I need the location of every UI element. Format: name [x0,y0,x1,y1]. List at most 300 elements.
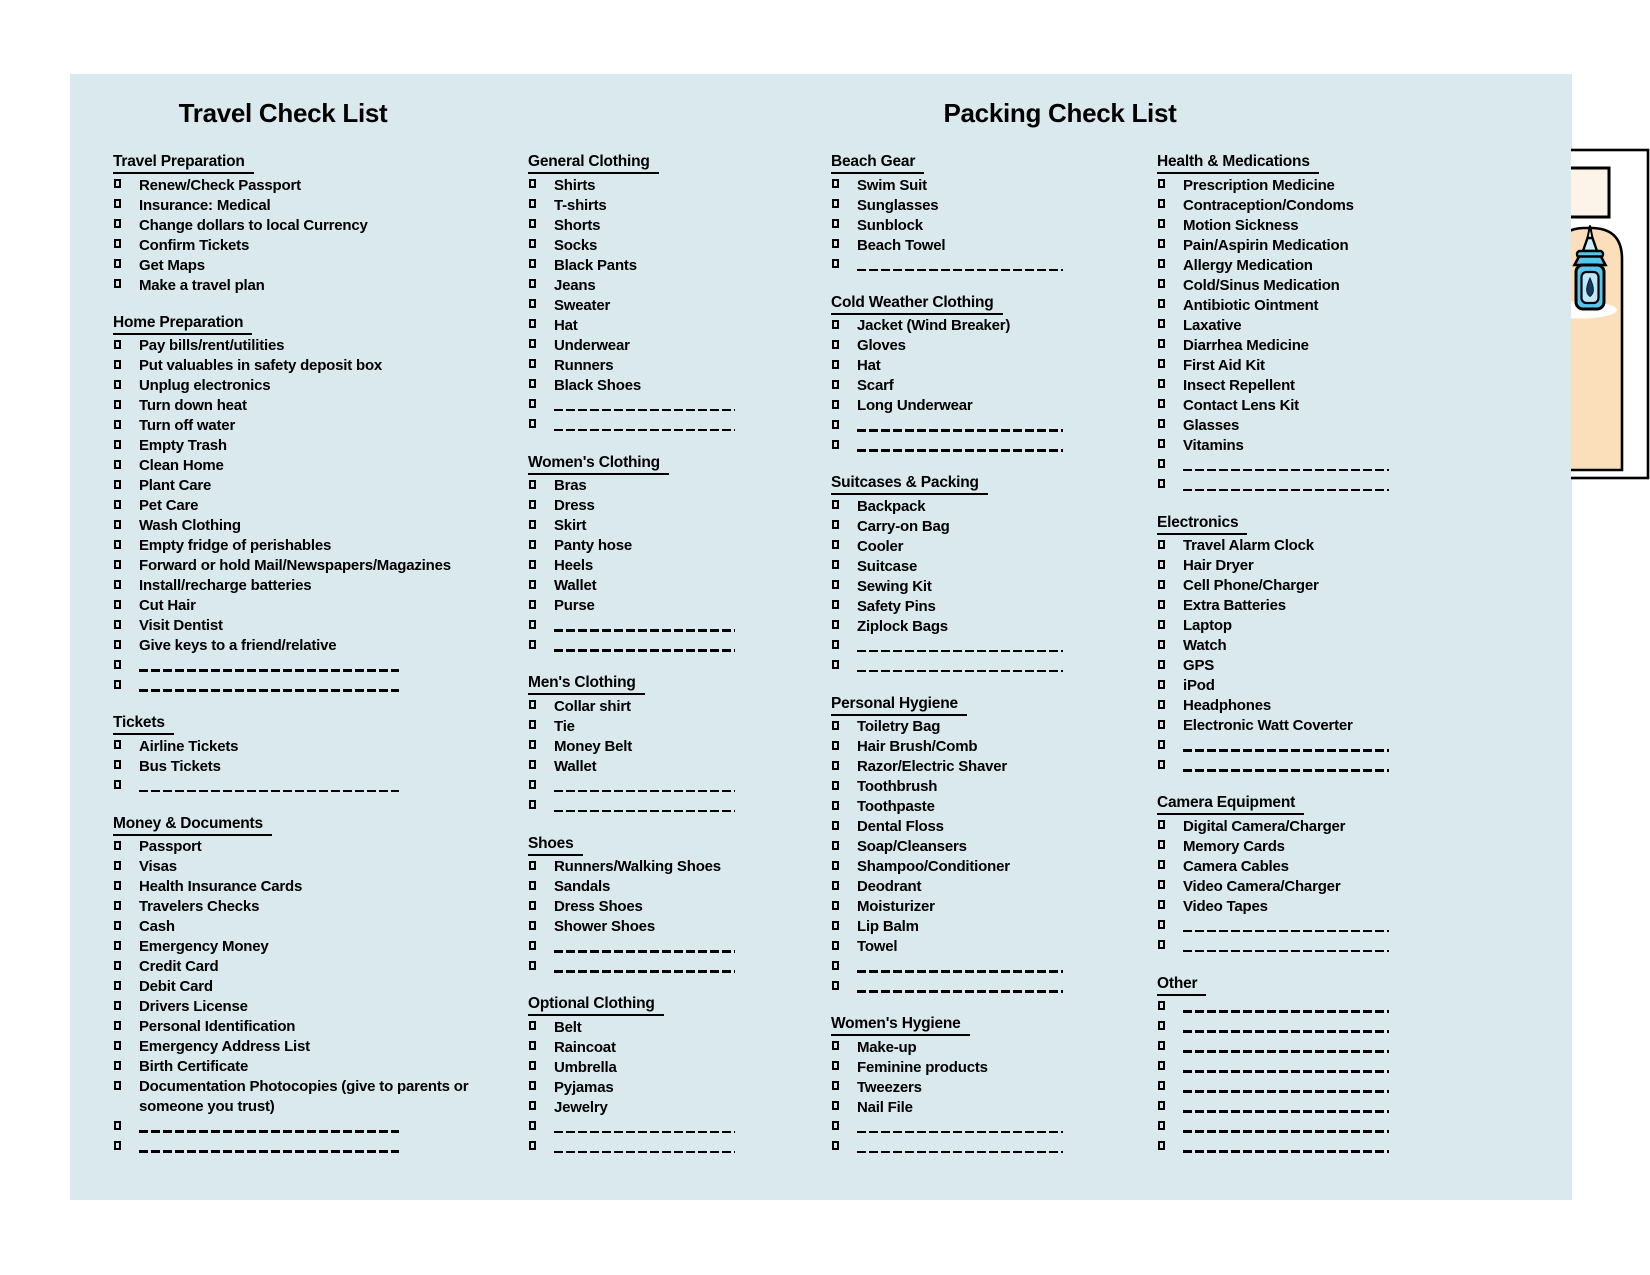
checklist-item-row [831,1058,1091,1078]
checkbox[interactable] [832,1141,839,1150]
checkbox[interactable] [1158,1081,1165,1090]
checkbox[interactable] [114,239,121,248]
checklist-item-row [528,336,778,356]
checklist-item-row [528,636,778,656]
checkbox[interactable] [832,600,839,609]
checkbox[interactable] [529,219,536,228]
checkbox[interactable] [114,640,121,649]
checkbox[interactable] [832,1041,839,1050]
checkbox[interactable] [832,821,839,830]
checkbox[interactable] [832,239,839,248]
checkbox[interactable] [529,500,536,509]
checkbox[interactable] [1158,179,1165,188]
checkbox[interactable] [832,941,839,950]
checkbox[interactable] [1158,219,1165,228]
item-label: Forward or hold Mail/Newspapers/Magazines [139,557,451,574]
item-label: Memory Cards [1183,837,1285,855]
item-label: Visit Dentist [139,617,223,634]
checkbox[interactable] [1158,900,1165,909]
item-label: Contraception/Condoms [1183,196,1354,214]
checkbox[interactable] [114,921,121,930]
section-header: Shoes [528,834,583,856]
checklist-item-row [528,576,778,596]
checkbox[interactable] [832,841,839,850]
checklist-item-row [831,757,1091,777]
checkbox[interactable] [1158,299,1165,308]
checkbox[interactable] [1158,1121,1165,1130]
item-label: Documentation Photocopies (give to parents or someone you trust) [139,1078,469,1115]
blank-write-in-line [1183,769,1389,772]
item-label: Insurance: Medical [139,196,271,214]
checkbox[interactable] [114,420,121,429]
checklist-item-row [1157,817,1417,837]
checklist-item-row [113,216,523,236]
checkbox[interactable] [114,660,121,669]
item-label: Shampoo/Conditioner [857,858,1010,875]
checkbox[interactable] [114,760,121,769]
checklist-item-row [113,1117,523,1137]
checkbox[interactable] [1158,1001,1165,1010]
checklist-item-row [831,617,1091,637]
checkbox[interactable] [1158,1141,1165,1150]
item-label: Cash [139,918,175,935]
checkbox[interactable] [529,259,536,268]
item-label: Hair Brush/Comb [857,738,978,755]
checkbox[interactable] [114,961,121,970]
checkbox[interactable] [114,500,121,509]
checkbox[interactable] [832,179,839,188]
item-label: Health Insurance Cards [139,878,303,895]
checklist-item-row [528,1078,778,1098]
checkbox[interactable] [114,600,121,609]
checkbox[interactable] [832,580,839,589]
checkbox[interactable] [1158,1061,1165,1070]
item-label: Bus Tickets [139,757,221,775]
checkbox[interactable] [114,1121,121,1130]
section-header-row [1157,973,1417,998]
blank-write-in-line [1183,1010,1389,1013]
checklist-item-row [113,977,523,997]
checkbox[interactable] [1158,1021,1165,1030]
checklist-item-row [113,737,523,757]
checkbox[interactable] [114,1061,121,1070]
checkbox[interactable] [832,741,839,750]
checklist-item-row [831,717,1091,737]
checkbox[interactable] [832,981,839,990]
checkbox[interactable] [1158,840,1165,849]
item-label: Sunglasses [857,196,939,214]
section-header: Home Preparation [113,313,252,335]
blank-write-in-line [857,670,1063,673]
item-label: Travel Alarm Clock [1183,537,1314,554]
item-label: Make-up [857,1038,917,1056]
section-header: Travel Preparation [113,152,254,174]
checklist-item-row [831,857,1091,877]
column-packing-2 [1157,151,1417,1157]
checklist-item-row [831,737,1091,757]
checklist-item-row [1157,696,1417,716]
checklist-item-row [528,236,778,256]
checkbox[interactable] [832,380,839,389]
checkbox[interactable] [529,540,536,549]
blank-write-in-line [139,689,399,692]
checkbox[interactable] [114,620,121,629]
checkbox[interactable] [529,279,536,288]
item-label: Dental Floss [857,818,944,835]
checkbox[interactable] [832,360,839,369]
checklist-item-row [1157,837,1417,857]
section-camera-equipment [1157,792,1417,957]
checkbox[interactable] [114,460,121,469]
checklist-item-row [1157,376,1417,396]
section-header: Health & Medications [1157,152,1319,174]
checkbox[interactable] [1158,319,1165,328]
section-women-s-clothing [528,452,778,657]
checkbox[interactable] [1158,279,1165,288]
checkbox[interactable] [114,400,121,409]
checkbox[interactable] [832,259,839,268]
checkbox[interactable] [832,500,839,509]
checkbox[interactable] [529,600,536,609]
checkbox[interactable] [529,740,536,749]
checkbox[interactable] [832,1101,839,1110]
checkbox[interactable] [1158,600,1165,609]
checkbox[interactable] [114,580,121,589]
blank-write-in-line [554,649,735,652]
checklist-item-row [1157,937,1417,957]
item-label: Put valuables in safety deposit box [139,357,383,374]
travel-title: Travel Check List [178,98,388,128]
section-header-row [113,312,523,337]
checklist-item-row [113,416,523,436]
checklist-item-row [528,196,778,216]
checkbox[interactable] [114,740,121,749]
checkbox[interactable] [1158,259,1165,268]
checkbox[interactable] [529,580,536,589]
section-header-row [831,1013,1091,1038]
checkbox[interactable] [832,620,839,629]
checkbox[interactable] [1158,239,1165,248]
section-suitcases-packing [831,472,1091,677]
item-label: Plant Care [139,477,212,494]
checklist-item-row [113,536,523,556]
checkbox[interactable] [1158,359,1165,368]
packing-title: Packing Check List [943,98,1177,128]
section-header-row [528,151,778,176]
checkbox[interactable] [114,179,121,188]
checkbox[interactable] [114,941,121,950]
checklist-item-row [528,616,778,636]
checklist-item-row [113,456,523,476]
checkbox[interactable] [529,560,536,569]
checkbox[interactable] [114,680,121,689]
checkbox[interactable] [114,540,121,549]
checkbox[interactable] [529,359,536,368]
checklist-item-row [1157,1137,1417,1157]
checklist-item-row [831,316,1091,336]
checkbox[interactable] [529,760,536,769]
blank-write-in-line [1183,1130,1389,1133]
checkbox[interactable] [529,881,536,890]
checklist-item-row [528,1058,778,1078]
checkbox[interactable] [114,1021,121,1030]
blank-write-in-line [554,409,735,412]
checkbox[interactable] [529,921,536,930]
section-header: Women's Hygiene [831,1014,970,1036]
item-label: Long Underwear [857,397,973,414]
checkbox[interactable] [529,1081,536,1090]
checklist-item-row [113,837,523,857]
checklist-item-row [113,176,523,196]
checkbox[interactable] [832,1121,839,1130]
item-label: Safety Pins [857,597,936,615]
checkbox[interactable] [114,520,121,529]
blank-write-in-line [1183,749,1389,752]
checkbox[interactable] [1158,339,1165,348]
checkbox[interactable] [1158,560,1165,569]
checklist-item-row [528,937,778,957]
checkbox[interactable] [114,259,121,268]
checklist-item-row [1157,1097,1417,1117]
checkbox[interactable] [529,1141,536,1150]
checkbox[interactable] [114,861,121,870]
section-header-row [1157,151,1417,176]
checkbox[interactable] [1158,680,1165,689]
checklist-item-row [1157,296,1417,316]
checkbox[interactable] [832,781,839,790]
checkbox[interactable] [529,800,536,809]
checkbox[interactable] [832,861,839,870]
checkbox[interactable] [832,420,839,429]
checkbox[interactable] [1158,1101,1165,1110]
checklist-item-row [831,917,1091,937]
item-label: Contact Lens Kit [1183,396,1299,414]
blank-write-in-line [1183,950,1389,953]
checkbox[interactable] [832,1081,839,1090]
checkbox[interactable] [1158,820,1165,829]
checkbox[interactable] [529,720,536,729]
checkbox[interactable] [832,540,839,549]
item-label: Give keys to a friend/relative [139,637,337,654]
checkbox[interactable] [529,179,536,188]
checkbox[interactable] [114,780,121,789]
item-label: Shirts [554,176,596,194]
section-health-medications [1157,151,1417,496]
checkbox[interactable] [529,780,536,789]
checkbox[interactable] [1158,580,1165,589]
checkbox[interactable] [832,801,839,810]
checkbox[interactable] [529,419,536,428]
item-label: Diarrhea Medicine [1183,336,1309,354]
section-header-row [1157,792,1417,817]
checkbox[interactable] [114,1001,121,1010]
checkbox[interactable] [529,640,536,649]
checkbox[interactable] [832,721,839,730]
checklist-item-row [831,537,1091,557]
checklist-item-row [528,857,778,877]
checklist-item-row [831,376,1091,396]
checkbox[interactable] [1158,860,1165,869]
checkbox[interactable] [1158,379,1165,388]
checkbox[interactable] [832,640,839,649]
section-beach-gear [831,151,1091,276]
item-label: Emergency Address List [139,1038,310,1055]
checkbox[interactable] [832,199,839,208]
checklist-item-row [1157,616,1417,636]
checklist-item-row [113,196,523,216]
checkbox[interactable] [114,340,121,349]
checkbox[interactable] [114,901,121,910]
checkbox[interactable] [529,399,536,408]
checkbox[interactable] [1158,459,1165,468]
checkbox[interactable] [832,921,839,930]
checkbox[interactable] [529,199,536,208]
checklist-item-row [1157,536,1417,556]
blank-write-in-line [857,449,1063,452]
checkbox[interactable] [832,961,839,970]
item-label: Birth Certificate [139,1058,249,1075]
checkbox[interactable] [1158,439,1165,448]
section-header: Camera Equipment [1157,793,1304,815]
checkbox[interactable] [529,1061,536,1070]
item-label: Emergency Money [139,938,269,955]
checkbox[interactable] [114,480,121,489]
checkbox[interactable] [832,400,839,409]
checklist-item-row [113,937,523,957]
checkbox[interactable] [529,520,536,529]
checkbox[interactable] [832,660,839,669]
checkbox[interactable] [1158,760,1165,769]
checkbox[interactable] [529,861,536,870]
checkbox[interactable] [832,881,839,890]
checkbox[interactable] [1158,1041,1165,1050]
checklist-item-row [1157,256,1417,276]
checkbox[interactable] [529,700,536,709]
checkbox[interactable] [529,239,536,248]
checklist-item-row [528,897,778,917]
checkbox[interactable] [1158,399,1165,408]
checkbox[interactable] [1158,720,1165,729]
checkbox[interactable] [832,440,839,449]
checkbox[interactable] [529,1101,536,1110]
checklist-item-row [528,877,778,897]
checkbox[interactable] [1158,199,1165,208]
checkbox[interactable] [832,761,839,770]
section-money-documents [113,813,523,1158]
checkbox[interactable] [1158,660,1165,669]
item-label: Visas [139,858,177,875]
checkbox[interactable] [114,1041,121,1050]
checkbox[interactable] [114,881,121,890]
section-header: Optional Clothing [528,994,664,1016]
checkbox[interactable] [1158,419,1165,428]
item-label: Credit Card [139,958,219,975]
checkbox[interactable] [529,901,536,910]
checkbox[interactable] [832,340,839,349]
checkbox[interactable] [832,560,839,569]
checkbox[interactable] [114,199,121,208]
checkbox[interactable] [1158,940,1165,949]
checklist-item-row [113,1077,523,1117]
checklist-item-row [831,1098,1091,1118]
checkbox[interactable] [114,380,121,389]
checkbox[interactable] [529,941,536,950]
blank-write-in-line [1183,1050,1389,1053]
checkbox[interactable] [832,520,839,529]
checkbox[interactable] [529,299,536,308]
checkbox[interactable] [832,1061,839,1070]
checkbox[interactable] [529,480,536,489]
checkbox[interactable] [529,1041,536,1050]
checklist-item-row [528,396,778,416]
checkbox[interactable] [114,841,121,850]
checkbox[interactable] [529,1021,536,1030]
item-label: Umbrella [554,1058,617,1076]
item-label: Toothbrush [857,778,938,795]
checklist-item-row [831,557,1091,577]
checkbox[interactable] [114,360,121,369]
checklist-item-row [1157,1037,1417,1057]
checkbox[interactable] [529,379,536,388]
blank-write-in-line [1183,1150,1389,1153]
checkbox[interactable] [114,1081,121,1090]
blank-write-in-line [857,269,1063,272]
item-label: Gloves [857,337,906,354]
blank-write-in-line [1183,1110,1389,1113]
checkbox[interactable] [114,981,121,990]
item-label: Confirm Tickets [139,236,250,254]
checkbox[interactable] [1158,640,1165,649]
checkbox[interactable] [529,339,536,348]
checkbox[interactable] [1158,540,1165,549]
item-label: Hair Dryer [1183,557,1254,574]
checkbox[interactable] [1158,700,1165,709]
checkbox[interactable] [529,620,536,629]
checkbox[interactable] [114,279,121,288]
checkbox[interactable] [1158,920,1165,929]
checklist-item-row [1157,436,1417,456]
section-header-row [528,833,778,858]
checklist-item-row [831,1078,1091,1098]
checkbox[interactable] [114,1141,121,1150]
checkbox[interactable] [114,560,121,569]
item-label: Carry-on Bag [857,517,950,535]
checkbox[interactable] [1158,479,1165,488]
item-label: Get Maps [139,256,205,274]
checklist-item-row [113,636,523,656]
checklist-item-row [1157,176,1417,196]
checklist-item-row [113,396,523,416]
checkbox[interactable] [1158,880,1165,889]
checklist-item-row [113,436,523,456]
checkbox[interactable] [832,901,839,910]
checkbox[interactable] [1158,740,1165,749]
item-label: Black Pants [554,256,637,274]
checkbox[interactable] [1158,620,1165,629]
checkbox[interactable] [529,319,536,328]
blank-write-in-line [554,970,735,973]
item-label: Digital Camera/Charger [1183,817,1346,835]
blank-write-in-line [1183,930,1389,933]
checkbox[interactable] [529,961,536,970]
checkbox[interactable] [114,219,121,228]
checkbox[interactable] [832,219,839,228]
checkbox[interactable] [832,320,839,329]
item-label: Make a travel plan [139,276,265,294]
checkbox[interactable] [114,440,121,449]
checkbox[interactable] [529,1121,536,1130]
item-label: Hat [554,316,578,334]
